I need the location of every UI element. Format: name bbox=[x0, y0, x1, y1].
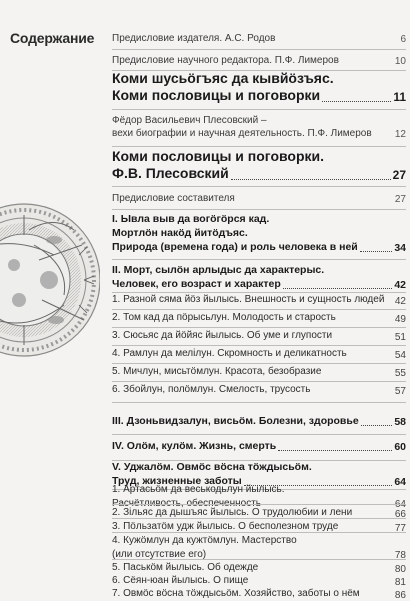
toc-entry[interactable] bbox=[112, 383, 406, 397]
toc-entry[interactable] bbox=[112, 192, 406, 205]
toc-page-number: 42 bbox=[394, 279, 406, 291]
toc-section-title: Коми шусьöгъяс да кывйöзъяс. bbox=[112, 70, 334, 86]
toc-section[interactable] bbox=[112, 263, 406, 291]
toc-entry-title: 4. Кужöмлун да кужтöмлун. Мастерство bbox=[112, 535, 297, 546]
toc-section-title: V. Уджалöм. Овмöс вöсна тöждысьöм. bbox=[112, 461, 312, 473]
toc-entry[interactable] bbox=[112, 347, 406, 361]
divider bbox=[112, 259, 406, 260]
toc-section-title: III. Дзоньвидзалун, висьöм. Болезни, здоровье bbox=[112, 415, 359, 427]
toc-section-title: I. Ывла выв да вогöгöрся кад. bbox=[112, 213, 270, 225]
toc-page-number: 34 bbox=[394, 242, 406, 254]
toc-entry-title: 6. Збойлун, полöмлун. Смелость, трусость bbox=[112, 384, 311, 395]
toc-page-number: 12 bbox=[394, 129, 406, 140]
toc-page-number: 11 bbox=[393, 90, 406, 104]
toc-entry-title: Предисловие издателя. А.С. Родов bbox=[112, 33, 276, 44]
toc-entry[interactable] bbox=[112, 54, 406, 67]
toc-page-number: 58 bbox=[394, 416, 406, 428]
toc-entry-title: 4. Рамлун да мелiлун. Скромность и деликатность bbox=[112, 348, 347, 359]
toc-section-title: II. Морт, сылöн арлыдыс да характерыс. bbox=[112, 264, 325, 276]
toc-entry-title: 1. Разной сяма йöз йылысь. Внешность и сущность людей bbox=[112, 294, 385, 305]
toc-entry-title: 5. Мичлун, мисьтöмлун. Красота, безобразие bbox=[112, 366, 322, 377]
toc-section-title: Человек, его возраст и характер bbox=[112, 278, 281, 290]
toc-section-title: Мортлöн накöд йитöдъяс. bbox=[112, 227, 248, 239]
toc-page-number: 80 bbox=[394, 563, 406, 575]
divider bbox=[112, 504, 406, 505]
toc-entry[interactable] bbox=[112, 293, 406, 307]
toc-entry-title: (или отсутствие его) bbox=[112, 548, 207, 560]
toc-page-number: 27 bbox=[394, 194, 406, 205]
divider bbox=[112, 518, 406, 519]
toc-entry-title: Предисловие составителя bbox=[112, 193, 235, 204]
divider bbox=[112, 559, 406, 560]
toc-entry-title: вехи биографии и научная деятельность. П.Ф. Лимеров bbox=[112, 128, 372, 139]
toc-entry-title: Расчётливость, обеспеченность bbox=[112, 497, 261, 509]
toc-page-number: 60 bbox=[394, 441, 406, 453]
divider bbox=[112, 309, 406, 310]
toc-entry[interactable] bbox=[112, 587, 406, 601]
divider bbox=[112, 49, 406, 50]
toc-section-title: Ф.В. Плесовский bbox=[112, 165, 229, 181]
toc-page-number: 54 bbox=[394, 349, 406, 361]
toc-entry[interactable] bbox=[112, 32, 406, 45]
divider bbox=[112, 402, 406, 403]
toc-entry[interactable] bbox=[112, 329, 406, 343]
toc-entry-title: 3. Сюсьяс да йöйяс йылысь. Об уме и глупости bbox=[112, 330, 333, 341]
divider bbox=[112, 327, 406, 328]
toc-entry-title: 7. Овмöс вöсна тöждысьöм. Хозяйство, заботы о нём bbox=[112, 588, 360, 599]
toc-page-number: 27 bbox=[392, 168, 406, 182]
toc-page-number: 55 bbox=[394, 367, 406, 379]
toc-section-title: Коми пословицы и поговорки bbox=[112, 87, 321, 103]
toc-section[interactable] bbox=[112, 439, 406, 453]
toc-entry[interactable] bbox=[112, 114, 406, 140]
toc-page-number: 49 bbox=[394, 313, 406, 325]
toc-entry[interactable] bbox=[112, 311, 406, 325]
toc-section-title: IV. Олöм, кулöм. Жизнь, смерть bbox=[112, 440, 277, 452]
toc-page-number: 51 bbox=[394, 331, 406, 343]
toc-page-number: 57 bbox=[394, 385, 406, 397]
toc-entry-title: 2. Том кад да пöрысьлун. Молодость и старость bbox=[112, 312, 336, 323]
divider bbox=[112, 434, 406, 435]
toc-entry-title: 5. Паськöм йылысь. Об одежде bbox=[112, 562, 259, 573]
toc-entry-title: Фёдор Васильевич Плесовский – bbox=[112, 115, 267, 126]
ornament-illustration bbox=[0, 185, 100, 375]
toc-page-number: 66 bbox=[394, 508, 406, 520]
divider bbox=[112, 532, 406, 533]
divider bbox=[112, 381, 406, 382]
toc-section[interactable] bbox=[112, 70, 406, 104]
toc-entry-title: 6. Сёян-юан йылысь. О пище bbox=[112, 575, 249, 586]
toc-section-title: Природа (времена года) и роль человека в ней bbox=[112, 241, 358, 253]
toc-entry[interactable] bbox=[112, 365, 406, 379]
toc-section-title: Коми пословицы и поговорки. bbox=[112, 148, 325, 164]
toc-entry-title: 3. Пöльзатöм удж йылысь. О бесполезном труде bbox=[112, 521, 339, 532]
divider bbox=[112, 345, 406, 346]
divider bbox=[112, 363, 406, 364]
toc-entry-title: Предисловие научного редактора. П.Ф. Лимеров bbox=[112, 55, 339, 66]
toc-entry-title: 2. Зiльяс да дышъяс йылысь. О трудолюбии и лени bbox=[112, 507, 353, 518]
divider bbox=[112, 109, 406, 110]
toc-entry[interactable] bbox=[112, 534, 406, 561]
toc-section[interactable] bbox=[112, 414, 406, 428]
divider bbox=[112, 209, 406, 210]
toc-section[interactable] bbox=[112, 148, 406, 182]
toc-page-number: 77 bbox=[394, 522, 406, 534]
contents-heading: Содержание bbox=[10, 30, 95, 46]
toc-section[interactable] bbox=[112, 212, 406, 254]
toc-page-number: 64 bbox=[394, 499, 406, 510]
divider bbox=[112, 186, 406, 187]
toc-page-number: 10 bbox=[394, 56, 406, 67]
toc-page-number: 64 bbox=[394, 476, 406, 488]
toc-page-number: 42 bbox=[394, 295, 406, 307]
toc-entry[interactable] bbox=[112, 561, 406, 575]
toc-page-number: 6 bbox=[400, 34, 406, 45]
toc-entry[interactable] bbox=[112, 574, 406, 588]
toc-page-number: 81 bbox=[394, 576, 406, 588]
divider bbox=[112, 146, 406, 147]
toc-page-number: 86 bbox=[394, 589, 406, 601]
toc-section-title: Труд, жизненные заботы bbox=[112, 475, 242, 487]
toc-entry-title: 1. Артасьöм да веськодьлун йылысь. bbox=[112, 484, 285, 495]
toc-page-number: 78 bbox=[394, 550, 406, 561]
